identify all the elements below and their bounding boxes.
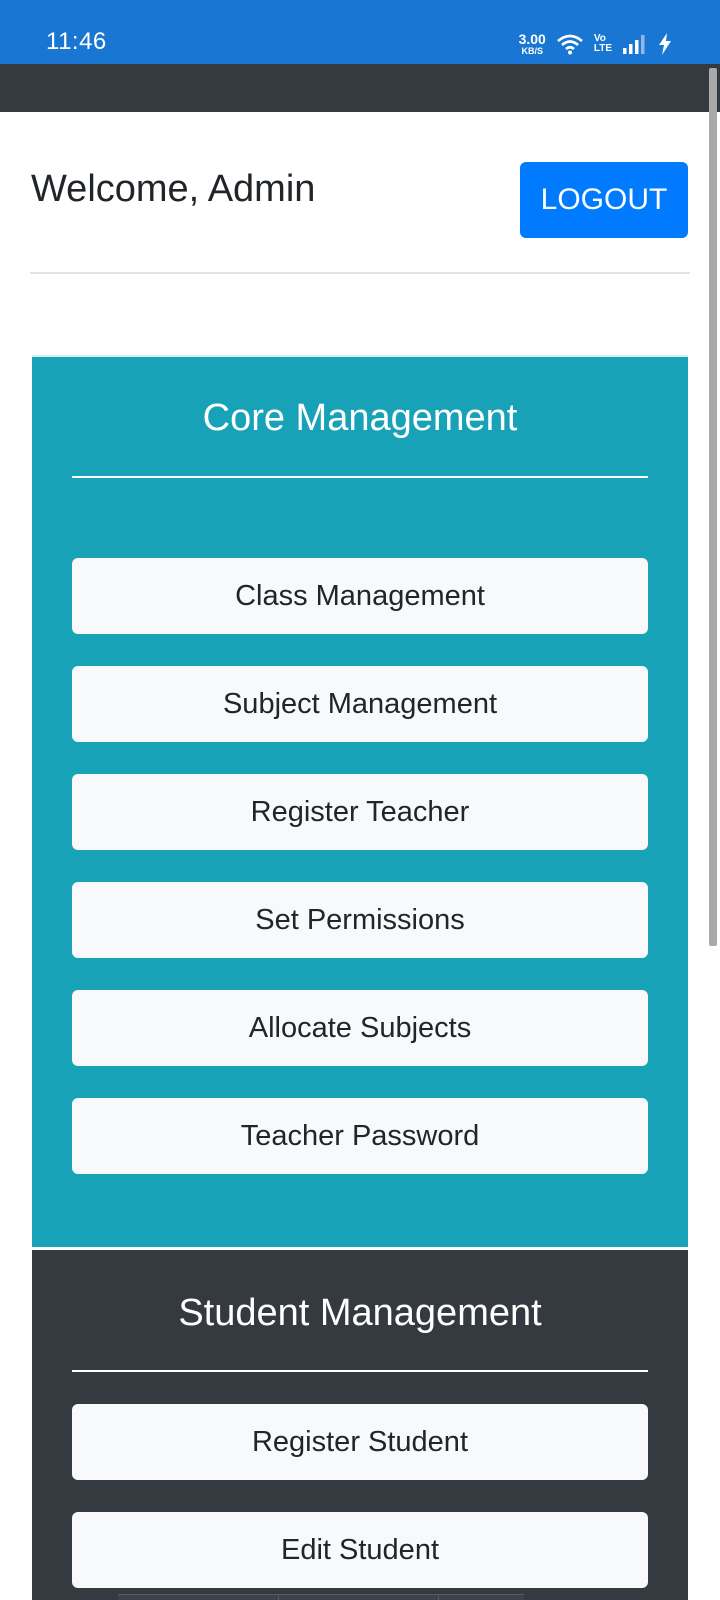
status-icons bbox=[519, 30, 672, 58]
register-teacher-button[interactable]: Register Teacher bbox=[72, 774, 648, 850]
core-management-divider bbox=[72, 476, 648, 478]
status-bar bbox=[0, 0, 720, 64]
set-permissions-button[interactable]: Set Permissions bbox=[72, 882, 648, 958]
class-management-button[interactable]: Class Management bbox=[72, 558, 648, 634]
subject-management-button[interactable]: Subject Management bbox=[72, 666, 648, 742]
volte-top: Vo bbox=[593, 33, 606, 44]
edit-student-button[interactable]: Edit Student bbox=[72, 1512, 648, 1588]
register-student-button[interactable]: Register Student bbox=[72, 1404, 648, 1480]
network-speed bbox=[519, 32, 546, 56]
network-speed-unit: KB/S bbox=[521, 46, 543, 56]
logout-button[interactable]: LOGOUT bbox=[520, 162, 688, 238]
charging-icon bbox=[658, 33, 672, 55]
core-management-title: Core Management bbox=[202, 397, 518, 439]
app-bar bbox=[0, 64, 720, 112]
signal-icon bbox=[622, 33, 648, 55]
allocate-subjects-button[interactable]: Allocate Subjects bbox=[72, 990, 648, 1066]
wifi-icon bbox=[556, 33, 584, 55]
scrollbar-thumb[interactable] bbox=[709, 68, 717, 946]
core-management-card bbox=[32, 355, 688, 1247]
student-management-title: Student Management bbox=[178, 1292, 542, 1334]
volte-indicator bbox=[594, 34, 612, 54]
teacher-password-button[interactable]: Teacher Password bbox=[72, 1098, 648, 1174]
volte-bottom: LTE bbox=[593, 43, 612, 54]
student-management-divider bbox=[72, 1370, 648, 1372]
network-speed-value: 3.00 bbox=[518, 31, 546, 47]
student-management-card bbox=[32, 1250, 688, 1600]
header-divider bbox=[30, 272, 690, 274]
bottom-bar-peek bbox=[118, 1594, 524, 1600]
status-time: 11:46 bbox=[46, 28, 107, 55]
welcome-message: Welcome, Admin bbox=[31, 168, 316, 210]
